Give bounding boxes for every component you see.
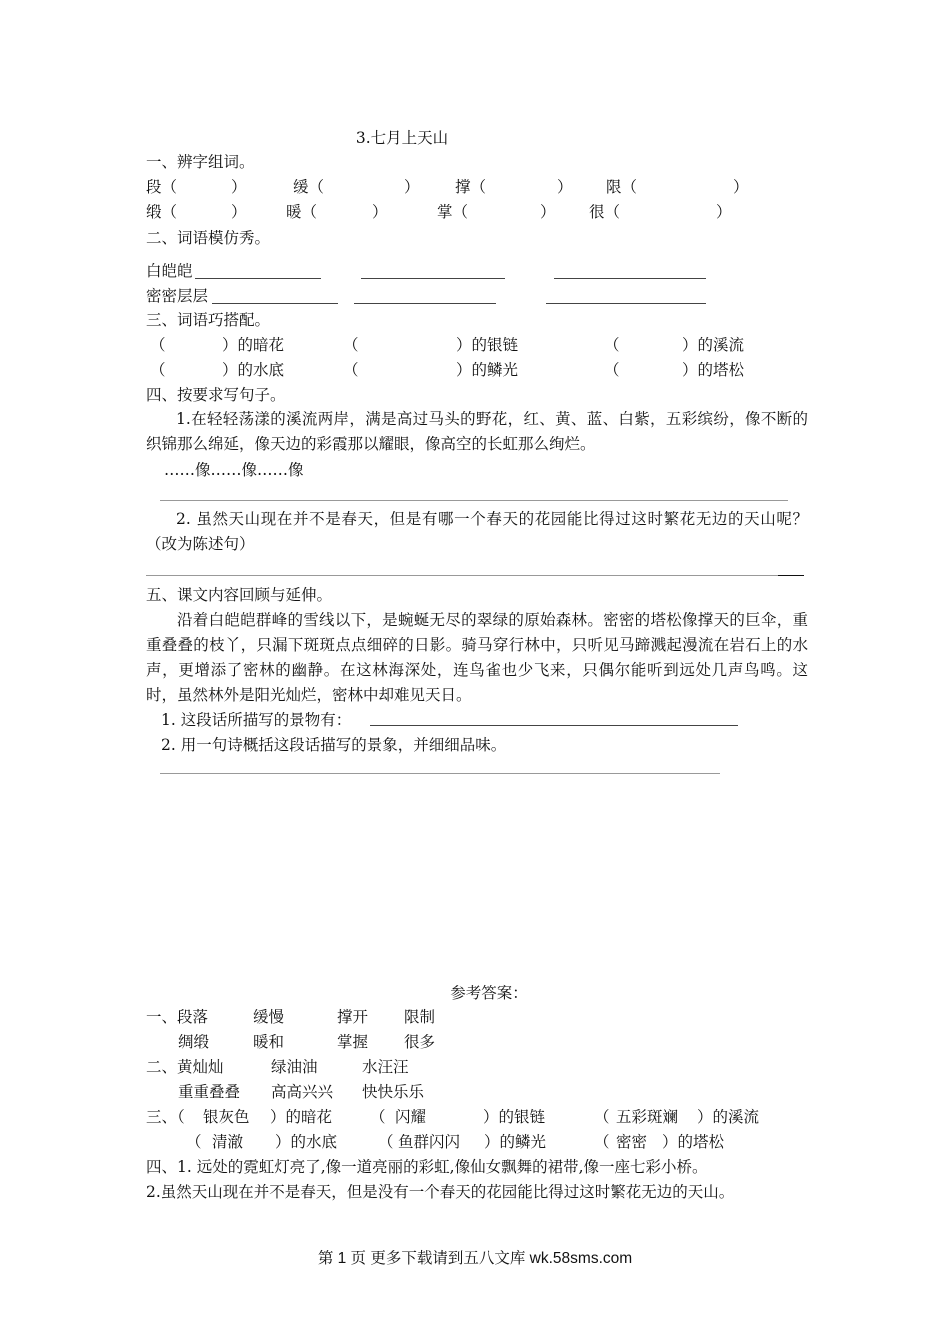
- char-item-close: ）: [733, 178, 749, 196]
- phrase-suffix: ）的水底: [222, 361, 285, 379]
- char-item-close: ）: [557, 178, 573, 196]
- answer-paren: （: [594, 1108, 610, 1126]
- paren-open: （: [343, 361, 359, 379]
- section-5-passage: 沿着白皑皑群峰的雪线以下，是蜿蜒无尽的翠绿的原始森林。密密的塔松像撑天的巨伞，重重叠叠的枝丫，只漏下斑斑点点细碎的日影。骑马穿行林中，只听见马蹄溅起漫流在岩石上的水声，更增添了密林的幽静。在这林海深处，连鸟雀也少飞来，只偶尔能听到远处几声鸟鸣。这时，虽然林外是阳光灿烂，密林中却难见天日。: [146, 611, 808, 704]
- answer-line-end[interactable]: [778, 575, 804, 576]
- section-5-question-2: 2. 用一句诗概括这段话描写的景象，并细细品味。: [161, 736, 507, 754]
- section-4-pattern: ……像……像……像: [164, 461, 304, 479]
- char-item: 缎（: [146, 203, 178, 221]
- answer-blank[interactable]: [370, 725, 738, 726]
- char-item: 掌（: [437, 203, 469, 221]
- paren-open: （: [604, 336, 620, 354]
- paren-open: （: [150, 336, 166, 354]
- char-item: 很（: [589, 203, 621, 221]
- answer-blank[interactable]: [554, 278, 706, 279]
- answer-word: 掌握: [337, 1033, 369, 1051]
- paren-open: （: [150, 361, 166, 379]
- phrase-suffix: ）的溪流: [682, 336, 745, 354]
- char-item-close: ）: [716, 203, 732, 221]
- char-item: 段（: [146, 178, 178, 196]
- answer-word: 五彩斑斓: [616, 1108, 679, 1126]
- answer-word: 鱼群闪闪: [398, 1133, 461, 1151]
- answer-paren: （: [594, 1133, 610, 1151]
- answer-word: 绸缎: [178, 1033, 210, 1051]
- char-item: 撑（: [455, 178, 487, 196]
- section-1-heading: 一、辨字组词。: [146, 153, 255, 171]
- page-footer: 第 1 页 更多下载请到五八文库 wk.58sms.com: [317, 1250, 633, 1267]
- section-3-heading: 三、词语巧搭配。: [146, 311, 271, 329]
- answer-line[interactable]: [146, 575, 778, 576]
- paren-open: （: [604, 361, 620, 379]
- answer-word: 密密: [616, 1133, 648, 1151]
- page-title-text: 3.七月上天山: [355, 129, 449, 147]
- answer-suffix: ）的水底: [275, 1133, 338, 1151]
- answer-word: 绿油油: [271, 1058, 318, 1076]
- section-2-word-1: 白皑皑: [146, 262, 193, 280]
- section-4-question-1: 1.在轻轻荡漾的溪流两岸，满是高过马头的野花，红、黄、蓝、白紫，五彩缤纷，像不断的织锦那么绵延，像天边的彩霞那以耀眼，像高空的长虹那么绚烂。: [146, 410, 808, 453]
- answer-blank[interactable]: [361, 278, 505, 279]
- answer-word: 很多: [404, 1033, 436, 1051]
- answer-4-item-2: 2.虽然天山现在并不是春天，但是没有一个春天的花园能比得过这时繁花无边的天山。: [146, 1183, 735, 1201]
- answer-blank[interactable]: [195, 278, 321, 279]
- char-item: 限（: [606, 178, 638, 196]
- answer-blank[interactable]: [212, 303, 338, 304]
- answer-word: 撑开: [337, 1008, 369, 1026]
- answer-suffix: ）的溪流: [697, 1108, 760, 1126]
- section-5-question-1: 1. 这段话所描写的景物有：: [161, 711, 352, 729]
- section-5-heading: 五、课文内容回顾与延伸。: [146, 586, 333, 604]
- answer-word: 清澈: [212, 1133, 244, 1151]
- answer-word: 闪耀: [395, 1108, 427, 1126]
- char-item-close: ）: [231, 203, 247, 221]
- section-2-word-2: 密密层层: [146, 287, 209, 305]
- answers-heading: 参考答案：: [450, 984, 528, 1002]
- answer-word: 快快乐乐: [362, 1083, 425, 1101]
- answer-line[interactable]: [160, 773, 720, 774]
- answer-paren: （: [370, 1108, 386, 1126]
- answer-line[interactable]: [160, 500, 788, 501]
- answer-suffix: ）的鳞光: [484, 1133, 547, 1151]
- answer-word: 一、段落: [146, 1008, 209, 1026]
- char-item-close: ）: [404, 178, 420, 196]
- answer-word: 二、黄灿灿: [146, 1058, 224, 1076]
- phrase-suffix: ）的暗花: [222, 336, 285, 354]
- char-item-close: ）: [372, 203, 388, 221]
- answer-word: 银灰色: [203, 1108, 250, 1126]
- char-item: 缓（: [293, 178, 325, 196]
- answer-word: 水汪汪: [362, 1058, 409, 1076]
- phrase-suffix: ）的塔松: [682, 361, 745, 379]
- answer-paren: （: [378, 1133, 394, 1151]
- paren-open: （: [343, 336, 359, 354]
- char-item-close: ）: [231, 178, 247, 196]
- answer-word: 重重叠叠: [178, 1083, 241, 1101]
- section-4-question-2: 2. 虽然天山现在并不是春天，但是有哪一个春天的花园能比得过这时繁花无边的天山呢？（改为陈述句）: [146, 510, 808, 553]
- answer-4-item-1: 四、1. 远处的霓虹灯亮了,像一道亮丽的彩虹,像仙女飘舞的裙带,像一座七彩小桥。: [146, 1158, 708, 1176]
- answer-suffix: ）的暗花: [270, 1108, 333, 1126]
- answer-word: 暖和: [253, 1033, 285, 1051]
- answer-word: 缓慢: [253, 1008, 285, 1026]
- char-item-close: ）: [540, 203, 556, 221]
- answer-paren: 三、（: [146, 1108, 185, 1126]
- char-item: 暖（: [286, 203, 318, 221]
- answer-blank[interactable]: [546, 303, 706, 304]
- page-title: [0, 128, 950, 148]
- answer-blank[interactable]: [354, 303, 496, 304]
- answer-word: 高高兴兴: [271, 1083, 334, 1101]
- answer-suffix: ）的塔松: [662, 1133, 725, 1151]
- answer-paren: （: [186, 1133, 202, 1151]
- answer-word: 限制: [404, 1008, 436, 1026]
- answer-suffix: ）的银链: [483, 1108, 546, 1126]
- phrase-suffix: ）的鳞光: [456, 361, 519, 379]
- section-4-heading: 四、按要求写句子。: [146, 386, 286, 404]
- section-2-heading: 二、词语模仿秀。: [146, 229, 271, 247]
- phrase-suffix: ）的银链: [456, 336, 519, 354]
- answers-heading-wrap: [0, 983, 950, 1003]
